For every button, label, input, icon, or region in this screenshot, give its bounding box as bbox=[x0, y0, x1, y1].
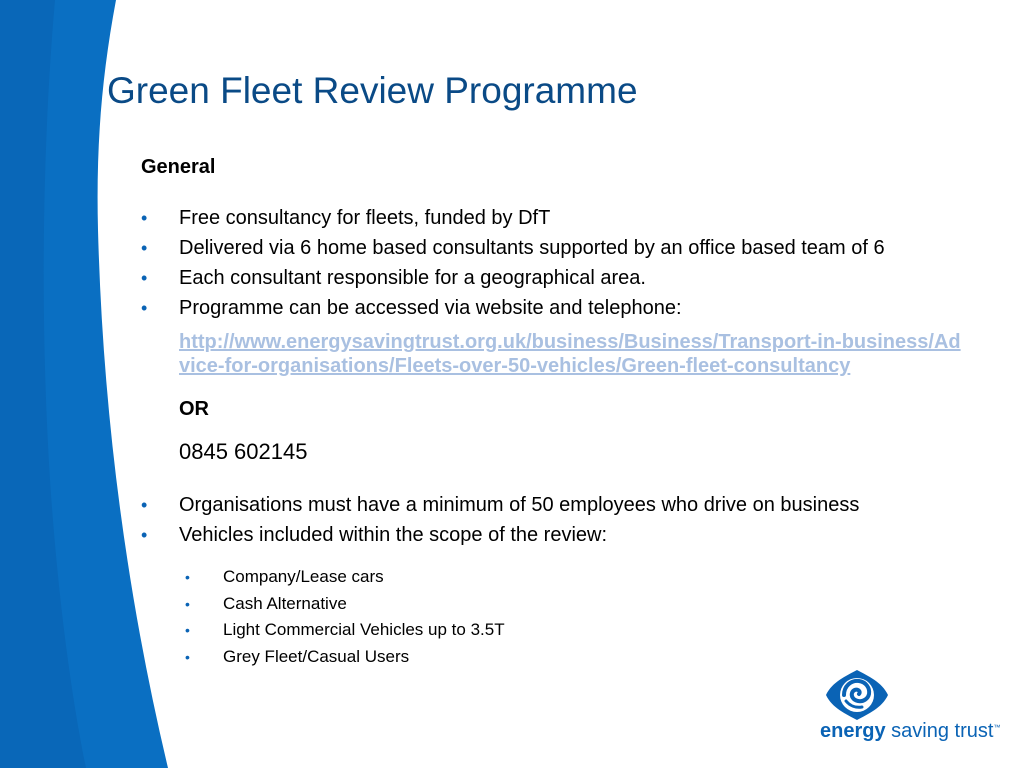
bullet-icon: • bbox=[141, 525, 148, 545]
slide-title: Green Fleet Review Programme bbox=[107, 70, 638, 111]
sub-bullet-text: Light Commercial Vehicles up to 3.5T bbox=[223, 620, 505, 639]
section-heading: General bbox=[141, 156, 216, 178]
bullet-item bbox=[141, 493, 971, 517]
bullet-list-2 bbox=[141, 493, 971, 547]
sub-bullet-icon: • bbox=[185, 595, 190, 612]
bullet-text: Programme can be accessed via website and telephone: bbox=[179, 297, 682, 319]
website-link[interactable]: http://www.energysavingtrust.org.uk/business/Business/Transport-in-business/Advice-for-organisations/Fleets-over-50-vehicles/Green-fleet-consultancy bbox=[179, 331, 961, 377]
logo-word-energy: energy bbox=[820, 720, 886, 742]
bullet-item bbox=[141, 266, 971, 290]
sub-bullet-item bbox=[185, 647, 971, 667]
sub-bullet-list bbox=[141, 567, 971, 667]
bullet-text: Delivered via 6 home based consultants supported by an office based team of 6 bbox=[179, 237, 885, 259]
bullet-text: Each consultant responsible for a geographical area. bbox=[179, 267, 646, 289]
sub-bullet-icon: • bbox=[185, 648, 190, 665]
bullet-item bbox=[141, 236, 971, 260]
bullet-item bbox=[141, 523, 971, 547]
bullet-text: Vehicles included within the scope of the review: bbox=[179, 524, 608, 546]
bullet-icon: • bbox=[141, 208, 148, 228]
slide-content bbox=[141, 156, 971, 673]
sub-bullet-text: Grey Fleet/Casual Users bbox=[223, 646, 410, 666]
bullet-icon: • bbox=[141, 298, 148, 318]
logo-word-saving-trust: saving trust bbox=[885, 720, 994, 742]
bullet-icon: • bbox=[141, 268, 148, 288]
sub-bullet-text: Cash Alternative bbox=[223, 593, 347, 613]
logo-trademark: ™ bbox=[993, 724, 1001, 732]
bullet-icon: • bbox=[141, 238, 148, 258]
or-label: OR bbox=[179, 398, 209, 420]
bullet-item bbox=[141, 296, 971, 320]
logo-swirl-icon bbox=[824, 668, 890, 722]
bullet-text: Free consultancy for fleets, funded by DfT bbox=[179, 207, 551, 229]
sub-bullet-item bbox=[185, 567, 971, 587]
logo-wordmark bbox=[820, 720, 1000, 743]
sub-bullet-text: Company/Lease cars bbox=[223, 567, 384, 586]
bullet-item bbox=[141, 206, 971, 230]
bullet-text: Organisations must have a minimum of 50 employees who drive on business bbox=[179, 494, 860, 516]
sub-bullet-item bbox=[185, 594, 971, 614]
website-link-block bbox=[141, 330, 971, 378]
phone-number: 0845 602145 bbox=[179, 439, 308, 464]
sub-bullet-item bbox=[185, 620, 971, 640]
sub-bullet-icon: • bbox=[185, 622, 190, 638]
sub-bullet-icon: • bbox=[185, 569, 190, 585]
bullet-icon: • bbox=[141, 495, 148, 515]
bullet-list bbox=[141, 206, 971, 320]
energy-saving-trust-logo bbox=[820, 668, 1000, 748]
